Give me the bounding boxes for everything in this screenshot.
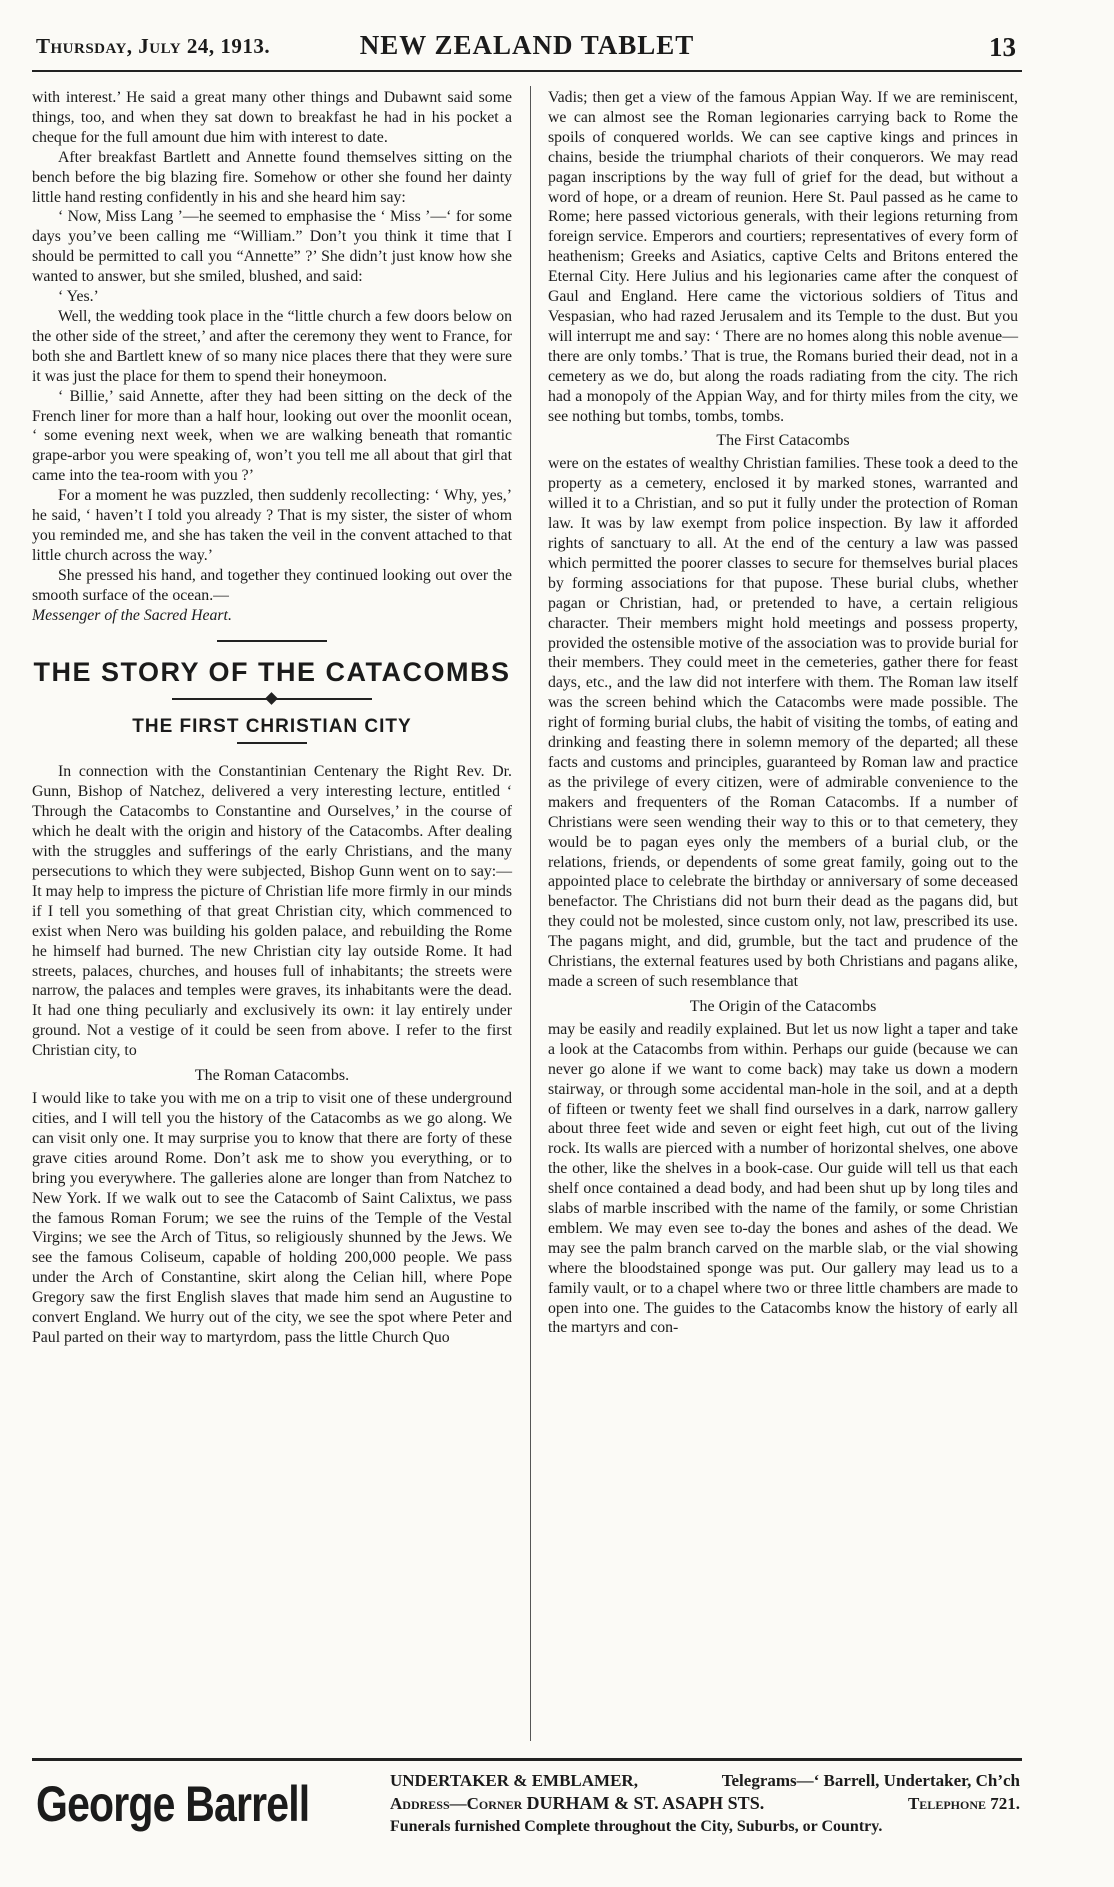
article-intro: In connection with the Constantinian Centenary the Right Rev. Dr. Gunn, Bishop of Natchez, delivered a very interesting lecture, entitled ‘ Through the Catacombs to Constantine and Ourselves,’ in the course of which he dealt with the origin and history of the Catacombs. After dealing with the struggles and sufferings of the early Christians, and the many persecutions to which they were subjected, Bishop Gunn went on to say:—It may help to impress the picture of Christian life more firmly in our minds if I tell you something of that great Christian city, which commenced to exist when Nero was building his golden palace, and rebuilding the Rome he himself had burned. The new Christian city lay outside Rome. It had streets, palaces, churches, and houses full of inhabitants; the streets were narrow, the palaces and temples were graves, its inhabitants were the dead. It had one thing peculiarly and exclusively its own: it lay entirely under ground. Not a vestige of it could be seen from above. I refer to the first Christian city, to [32, 763, 512, 1060]
section-rule [32, 631, 512, 641]
advertiser-name: George Barrell [36, 1776, 310, 1832]
story-paragraph: ‘ Billie,’ said Annette, after they had been sitting on the deck of the French liner for more than a half hour, looking out over the moonlit ocean, ‘ some evening next week, when we are walking beneath that romantic grape-arbor you were speaking of, won’t you tell me all about that girl that came into the tea-room with you ?’ [32, 387, 512, 485]
right-column [548, 88, 1018, 1338]
ad-line-1 [390, 1769, 1020, 1792]
ad-trade: UNDERTAKER & EMBLAMER, [390, 1771, 638, 1790]
story-paragraph: After breakfast Bartlett and Annette found themselves sitting on the bench before the big blazing fire. Somehow or other she found her dainty little hand resting confidently in his and she heard him say: [32, 148, 512, 206]
story-credit: Messenger of the Sacred Heart. [32, 606, 232, 624]
masthead-title: NEW ZEALAND TABLET [359, 30, 695, 60]
ad-address-label: Address—Corner [390, 1794, 523, 1813]
story-paragraph: with interest.’ He said a great many other things and Dubawnt said some things, too, and when they sat down to breakfast he had in his pocket a cheque for the full amount due him with interest to date. [32, 89, 512, 146]
diamond-rule [32, 692, 512, 706]
subtitle-rule [237, 742, 307, 744]
article-paragraph: may be easily and readily explained. But let us now light a taper and take a look at the Catacombs from within. Perhaps our guide (because we can never go alone if we want to come back) may take us down a modern stairway, or through some accidental man-hole in the soil, and at a depth of fifteen or twenty feet we shall find ourselves in a dark, narrow gallery about three feet wide and seven or eight feet high, cut out of the living rock. Its walls are pierced with a number of horizontal shelves, one above the other, like the shelves in a book-case. Our guide will tell us that each shelf once contained a dead body, and had been shut up by long tiles and slabs of marble inscribed with the name of the family, or some Christian emblem. We may even see to-day the bones and ashes of the dead. We may see the palm branch carved on the marble slab, or the vial showing where the bloodstained sponge was put. Our gallery may lead us to a family vault, or to a chapel where two or three little chambers are made to open into one. The guides to the Catacombs know the history of early all the martyrs and con- [548, 1020, 1018, 1337]
subhead-origin: The Origin of the Catacombs [689, 997, 877, 1015]
ad-line-2 [390, 1792, 1020, 1815]
left-column [32, 88, 512, 1348]
article-title: THE STORY OF THE CATACOMBS [33, 657, 511, 688]
ad-line-3: Funerals furnished Complete throughout the City, Suburbs, or Country. [390, 1818, 883, 1835]
page-number: 13 [989, 32, 1016, 62]
story-paragraph: For a moment he was puzzled, then suddenly recollecting: ‘ Why, yes,’ he said, ‘ haven’t I told you already ? That is my sister, the sister of whom you reminded me, and she has taken the veil in the convent attached to that little church across the way.’ [32, 487, 512, 564]
advertisement-text [390, 1769, 1020, 1838]
running-header [32, 30, 1022, 72]
advertisement [32, 1758, 1022, 1867]
ad-phone: Telephone 721. [907, 1794, 1020, 1813]
article-subtitle: THE FIRST CHRISTIAN CITY [132, 716, 412, 738]
story-paragraph: ‘ Yes.’ [58, 288, 99, 306]
story-paragraph: She pressed his hand, and together they continued looking out over the smooth surface of the ocean.— [32, 566, 512, 604]
column-divider [530, 86, 531, 1741]
story-paragraph: ‘ Now, Miss Lang ’—he seemed to emphasise the ‘ Miss ’—‘ for some days you’ve been calling me “William.” Don’t you think it time that I should be permitted to call you “Annette” ?’ She didn’t just know how she wanted to answer, but she smiled, blushed, and said: [32, 208, 512, 286]
ad-telegrams: Telegrams—‘ Barrell, Undertaker, Ch’ch [721, 1771, 1020, 1790]
article-paragraph: Vadis; then get a view of the famous Appian Way. If we are reminiscent, we can almost see the Roman legionaries carrying back to Rome the spoils of conquered worlds. We can see captive kings and princes in chains, beside the triumphal chariots of their conquerors. We may read pagan inscriptions by the way full of grief for the dead, but without a word of hope, or a dream of reunion. Here St. Paul passed as he came to Rome; here passed victorious generals, with their legions returning from foreign service. Emperors and courtiers; representatives of every form of heathenism; Greeks and Asiatics, captive Celts and Britons entered the Eternal City. Here Julius and his legionaries came after the conquest of Gaul and England. Here came the victorious soldiers of Titus and Vespasian, who had razed Jerusalem and its Temple to the dust. But you will interrupt me and say: ‘ There are no homes along this noble avenue—there are only tombs.’ That is true, the Romans buried their dead, not in a cemetery as we do, but along the roads radiating from the city. The rich had a monopoly of the Appian Way, and for thirty miles from the city, we see nothing but tombs, tombs, tombs. [548, 89, 1018, 425]
subhead-roman-catacombs: The Roman Catacombs. [194, 1067, 350, 1085]
article-paragraph: were on the estates of wealthy Christian families. These took a deed to the property as a cemetery, enclosed it by marked stones, warranted and willed it to a Christian, and so put it fully under the protection of Roman law. It was by law exempt from police inspection. By law it afforded rights of sanctuary to all. At the end of the century a law was passed which permitted the poorer classes to secure for themselves burial places by forming associations for that pupose. These burial clubs, whether pagan or Christian, had, or pretended to have, a certain religious character. Their members might hold meetings and possess property, provided the ostensible motive of the association was to provide burial for their members. They could meet in the cemeteries, gather there for feast days, etc., and the law did not interfere with them. The Roman law itself was the screen behind which the Catacombs were made possible. The right of forming burial clubs, the habit of visiting the tombs, of eating and drinking and feasting there in solemn memory of the departed; all these facts and customs and principles, guaranteed by Roman law and practice as the privilege of every citizen, were of admirable convenience to the makers and frequenters of the Roman Catacombs. If a number of Christians were seen wending their way to this or to that cemetery, they would be to pagan eyes only the members of a burial club, or the relations, friends, or dependents of some great family, going out to the appointed place to celebrate the birthday or anniversary of some deceased benefactor. The Christians did not burn their dead as the pagans did, but they could not be molested, since custom only, not law, prescribed its use. The pagans might, and did, grumble, but the tact and prudence of the Christians, the external features used by both Christians and pagans alike, made a screen of such resemblance that [548, 455, 1018, 990]
ad-address: DURHAM & ST. ASAPH STS. [526, 1793, 765, 1813]
story-paragraph: Well, the wedding took place in the “little church a few doors below on the other side of the street,’ and after the ceremony they went to France, for both she and Bartlett knew of so many nice places there that they were sure it was just the place for them to spend their honeymoon. [32, 307, 512, 385]
issue-date: Thursday, July 24, 1913. [36, 34, 271, 58]
subhead-first-catacombs: The First Catacombs [716, 432, 850, 450]
article-paragraph: I would like to take you with me on a trip to visit one of these underground cities, and I will tell you the history of the Catacombs as we go along. We can visit only one. It may surprise you to know that there are forty of these grave cities around Rome. Don’t ask me to show you everything, or to bring you everywhere. The galleries alone are longer than from Natchez to New York. If we walk out to see the Catacomb of Saint Calixtus, we pass the famous Roman Forum; we see the ruins of the Temple of the Vestal Virgins; we see the Arch of Titus, so religiously shunned by the Jews. We see the famous Coliseum, capable of holding 200,000 people. We pass under the Arch of Constantine, skirt along the Celian hill, where Pope Gregory saw the first English slaves that made him send an Augustine to convert England. We hurry out of the city, we see the spot where Peter and Paul parted on their way to martyrdom, pass the little Church Quo [32, 1090, 512, 1346]
